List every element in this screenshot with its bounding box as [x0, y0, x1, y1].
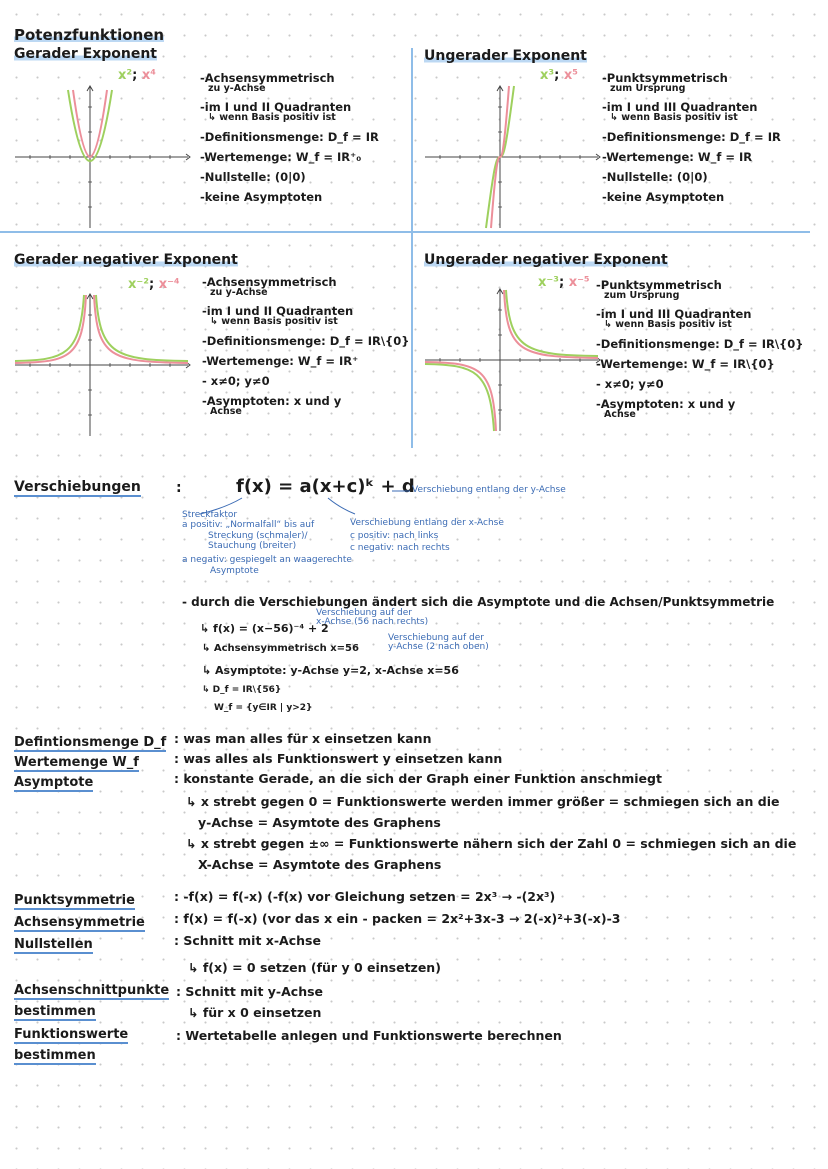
- achsenschnitt-sub: ↳ für x 0 einsetzen: [188, 1005, 322, 1020]
- ex-line2: ↳ Asymptote: y-Achse y=2, x-Achse x=56: [202, 664, 459, 677]
- props-ungerader-negativer-exponent: [596, 279, 803, 420]
- achsenschnitt-text: : Schnitt mit y-Achse: [176, 984, 324, 999]
- prop-line: -Achsensymmetrisch: [200, 71, 335, 85]
- prop-line: -Nullstelle: (0|0): [602, 170, 708, 185]
- heading-ungerader-exponent: Ungerader Exponent: [424, 48, 587, 64]
- ex-note1a: Verschiebung auf der: [316, 608, 412, 618]
- exp-b: x⁵: [563, 68, 578, 83]
- def-text: : was alles als Funktionswert y einsetzen kann: [174, 751, 503, 766]
- prop-line: -Punktsymmetrisch: [602, 71, 728, 85]
- definitions: [14, 731, 662, 791]
- note-d: Verschiebung entlang der y-Achse: [412, 485, 566, 495]
- achsenschnitt-term2: bestimmen: [14, 1005, 96, 1021]
- prop-line: -Wertemenge: W_f = IR\{0}: [596, 357, 775, 372]
- a-pos2: Streckung (schmaler)/: [208, 530, 308, 541]
- a-title: Streckfaktor: [182, 510, 238, 520]
- ex-note1b: x-Achse (56 nach rechts): [316, 617, 429, 628]
- prop-line: -Asymptoten: x und y: [596, 397, 736, 412]
- exp-a: x⁻²: [128, 277, 149, 292]
- a-pos1: a positiv: „Normalfall“ bis auf: [182, 520, 315, 531]
- prop-sub: zum Ursprung: [604, 290, 680, 302]
- exp-a: x²: [118, 68, 133, 83]
- prop-line: -im I und III Quadranten: [596, 307, 752, 322]
- shift-formula: f(x) = a(x+c)ᵏ + d: [236, 476, 415, 497]
- asym-line: X-Achse = Asymtote des Graphens: [198, 856, 442, 872]
- ex-line3: ↳ D_f = IR\{56}: [202, 685, 282, 695]
- asym-line: y-Achse = Asymtote des Graphens: [198, 814, 441, 830]
- prop-sub: ↳ wenn Basis positiv ist: [610, 112, 738, 124]
- def-term: Defintionsmenge D_f: [14, 735, 167, 750]
- ex-note1: [316, 609, 428, 628]
- prop-sub: ↳ wenn Basis positiv ist: [210, 316, 338, 328]
- heading-gerader-exponent: Gerader Exponent: [14, 46, 157, 62]
- def-term: Wertemenge W_f: [14, 755, 139, 770]
- prop-line: -Punktsymmetrisch: [596, 278, 722, 292]
- exp-sep: ;: [558, 275, 565, 290]
- ex-note2b: y-Achse (2 nach oben): [388, 642, 489, 653]
- def-text: : -f(x) = f(-x) (-f(x) vor Gleichung setzen = 2x³ → -(2x³): [174, 889, 556, 904]
- prop-line: -Achsensymmetrisch: [202, 275, 337, 289]
- heading-gerader-negativer-exponent: Gerader negativer Exponent: [14, 252, 238, 268]
- c-neg: c negativ: nach rechts: [350, 543, 450, 554]
- prop-line: -Asymptoten: x und y: [202, 394, 342, 409]
- prop-line: -im I und II Quadranten: [202, 304, 354, 319]
- prop-line: -Wertemenge: W_f = IR⁺₀: [200, 150, 362, 165]
- prop-sub: zu y-Achse: [208, 83, 266, 95]
- heading-ungerader-negativer-exponent: Ungerader negativer Exponent: [424, 252, 668, 268]
- exp-b: x⁴: [141, 68, 156, 83]
- props-ungerader-exponent: [602, 72, 781, 203]
- prop-line: -im I und III Quadranten: [602, 100, 758, 115]
- def-text: : Schnitt mit x-Achse: [174, 933, 321, 948]
- a-neg1: a negativ: gespiegelt an waagerechte: [182, 555, 352, 566]
- prop-line: -keine Asymptoten: [602, 190, 725, 205]
- achsenschnitt-term: Achsenschnittpunkte: [14, 984, 169, 1000]
- prop-line: -Definitionsmenge: D_f = IR\{0}: [202, 334, 410, 349]
- def-text: : f(x) = f(-x) (vor das x ein - packen = 2x²+3x-3 → 2(-x)²+3(-x)-3: [174, 911, 621, 926]
- exp-sep: ;: [148, 277, 155, 292]
- exponent-labels: [118, 68, 156, 83]
- a-pos3: Stauchung (breiter): [208, 541, 297, 552]
- prop-sub: zum Ursprung: [610, 83, 686, 95]
- a-neg2: Asymptote: [210, 565, 259, 576]
- props-gerader-exponent: [200, 72, 379, 203]
- funktionswerte-term2: bestimmen: [14, 1049, 96, 1065]
- prop-line: -Definitionsmenge: D_f = IR\{0}: [596, 337, 804, 352]
- ex-note2a: Verschiebung auf der: [388, 633, 484, 643]
- example-details: [202, 644, 459, 713]
- prop-sub: zu y-Achse: [210, 287, 268, 299]
- funktionswerte-term: Funktionswerte: [14, 1028, 128, 1044]
- asymptote-details: [186, 796, 796, 871]
- verschiebungen-label: Verschiebungen: [14, 480, 141, 497]
- prop-line: -Wertemenge: W_f = IR⁺: [202, 354, 359, 369]
- prop-line: -im I und II Quadranten: [200, 100, 352, 115]
- prop-sub: Achse: [604, 409, 636, 421]
- graph-gerader-negativer-exponent: [10, 290, 195, 440]
- def-term: Asymptote: [14, 775, 94, 790]
- c-note: [350, 517, 504, 555]
- def-term: Achsensymmetrie: [14, 915, 145, 930]
- ex-line4: W_f = {y∈IR | y>2}: [214, 703, 313, 713]
- ex-line1: ↳ Achsensymmetrisch x=56: [202, 643, 359, 654]
- funktionswerte-text: : Wertetabelle anlegen und Funktionswerte berechnen: [176, 1028, 562, 1043]
- verschiebungen-bullet: - durch die Verschiebungen ändert sich die Asymptote und die Achsen/Punktsymmetrie: [182, 595, 775, 609]
- c-title: Verschiebung entlang der x-Achse: [350, 518, 504, 528]
- nullstellen-sub: ↳ f(x) = 0 setzen (für y 0 einsetzen): [188, 960, 441, 975]
- def-term: Punktsymmetrie: [14, 893, 135, 908]
- prop-line: -Wertemenge: W_f = IR: [602, 150, 753, 165]
- props-gerader-negativer-exponent: [202, 276, 409, 417]
- exp-b: x⁻⁵: [568, 275, 590, 290]
- prop-line: -Nullstelle: (0|0): [200, 170, 306, 185]
- exp-sep: ;: [554, 68, 560, 83]
- graph-gerader-exponent: [10, 82, 195, 232]
- example-formula: ↳ f(x) = (x−56)⁻⁴ + 2: [200, 622, 329, 635]
- exp-sep: ;: [132, 68, 138, 83]
- vertical-divider: [411, 48, 413, 448]
- def-text: : konstante Gerade, an die sich der Graph einer Funktion anschmiegt: [174, 771, 662, 786]
- graph-ungerader-negativer-exponent: [420, 285, 605, 435]
- asym-line: ↳ x strebt gegen ±∞ = Funktionswerte nähern sich der Zahl 0 = schmiegen sich an die: [186, 836, 797, 851]
- page-title: Potenzfunktionen: [14, 26, 165, 44]
- exp-b: x⁻⁴: [158, 277, 180, 292]
- exponent-labels: [540, 68, 578, 83]
- exp-a: x⁻³: [538, 275, 559, 290]
- exp-a: x³: [540, 68, 555, 83]
- def-text: : was man alles für x einsetzen kann: [174, 731, 432, 746]
- prop-line: -keine Asymptoten: [200, 190, 323, 205]
- more-definitions: [14, 889, 621, 955]
- prop-line: -Definitionsmenge: D_f = IR: [200, 130, 379, 145]
- streckfaktor-note: [182, 510, 352, 576]
- prop-line: -Definitionsmenge: D_f = IR: [602, 130, 781, 145]
- def-term: Nullstellen: [14, 937, 93, 952]
- prop-line: - x≠0; y≠0: [202, 374, 270, 389]
- graph-ungerader-exponent: [420, 82, 605, 232]
- asym-line: ↳ x strebt gegen 0 = Funktionswerte werden immer größer = schmiegen sich an die: [186, 794, 780, 809]
- prop-sub: Achse: [210, 406, 242, 418]
- c-pos: c positiv: nach links: [350, 530, 439, 541]
- prop-sub: ↳ wenn Basis positiv ist: [208, 112, 336, 124]
- prop-sub: ↳ wenn Basis positiv ist: [604, 319, 732, 331]
- prop-line: - x≠0; y≠0: [596, 377, 664, 392]
- verschiebungen-colon: :: [176, 480, 182, 496]
